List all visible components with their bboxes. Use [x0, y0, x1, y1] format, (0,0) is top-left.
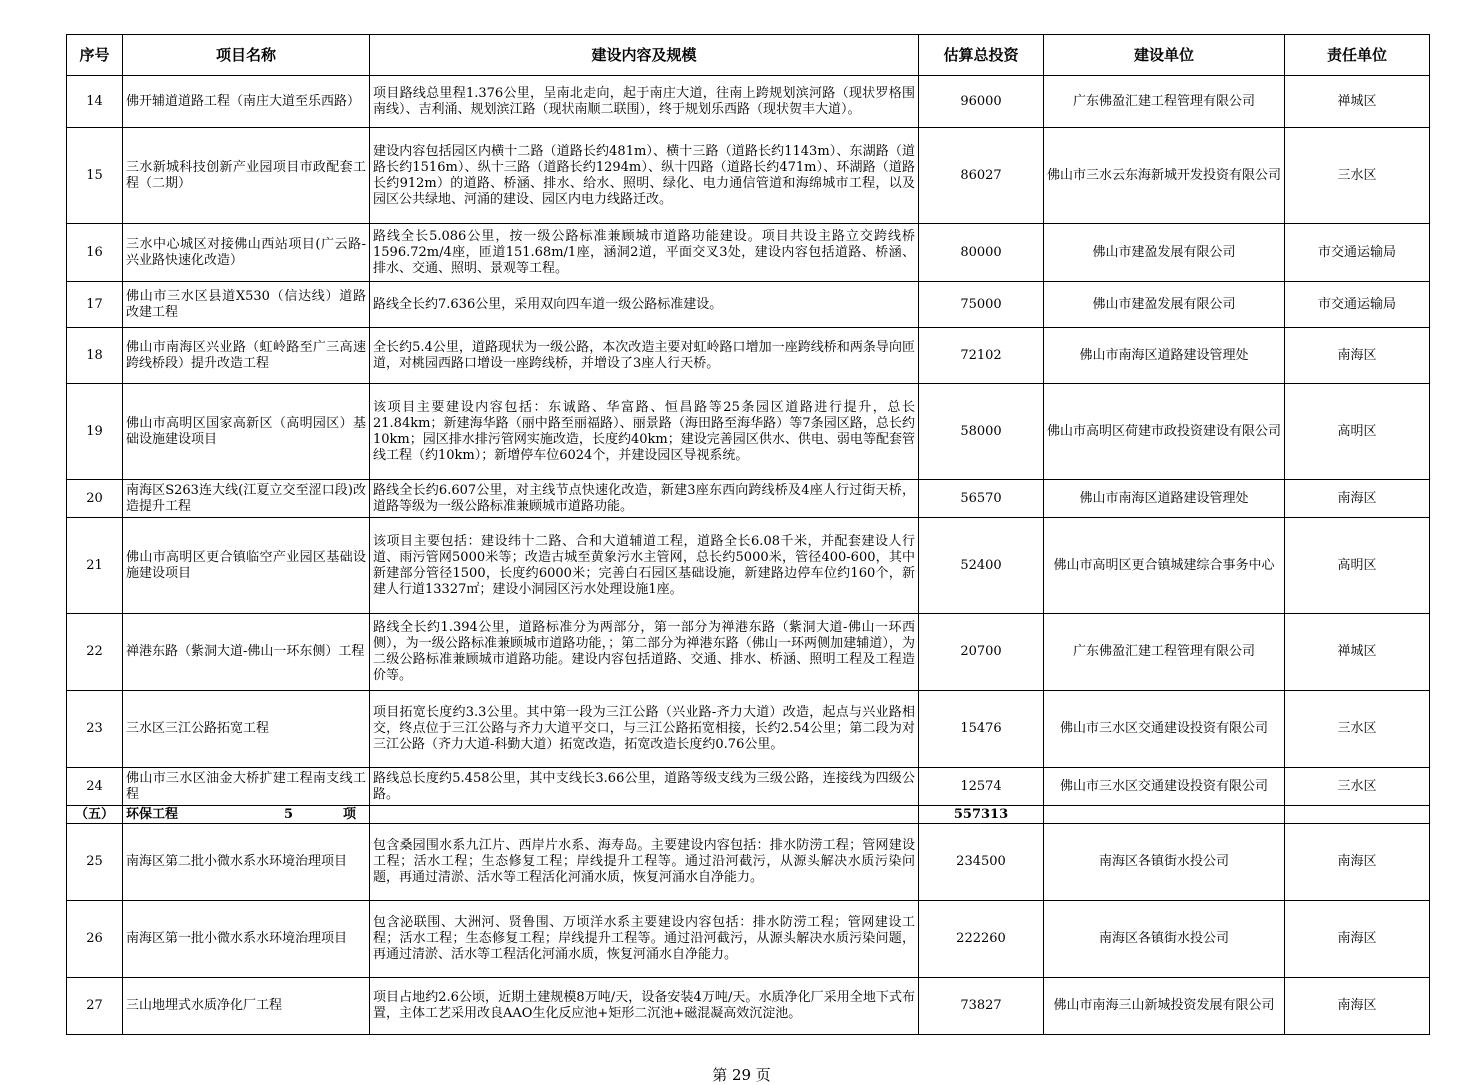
- section-content-empty: [370, 806, 919, 824]
- table-row: [67, 384, 1430, 480]
- project-builder: 佛山市三水云东海新城开发投资有限公司: [1044, 128, 1285, 224]
- project-builder: 佛山市南海区道路建设管理处: [1044, 328, 1285, 384]
- project-name: 佛山市高明区更合镇临空产业园区基础设施建设项目: [123, 518, 370, 614]
- row-number: 18: [67, 328, 123, 384]
- table-row: [67, 691, 1430, 768]
- row-number: 17: [67, 282, 123, 328]
- project-builder: 佛山市建盈发展有限公司: [1044, 282, 1285, 328]
- project-responsible: 禅城区: [1285, 614, 1430, 691]
- project-content: 路线全长约6.607公里，对主线节点快速化改造，新建3座东西向跨线桥及4座人行过街天桥，道路等级为一级公路标准兼顾城市道路功能。: [370, 480, 919, 518]
- project-investment: 80000: [919, 224, 1044, 282]
- section-total: 557313: [919, 806, 1044, 824]
- project-content: 路线全长5.086公里，按一级公路标准兼顾城市道路功能建设。项目共设主路立交跨线桥1596.72m/4座，匝道151.68m/1座，涵洞2道，平面交叉3处，建设内容包括道路、桥涵、排水、交通、照明、景观等工程。: [370, 224, 919, 282]
- project-responsible: 市交通运输局: [1285, 224, 1430, 282]
- project-responsible: 南海区: [1285, 824, 1430, 901]
- project-investment: 96000: [919, 76, 1044, 128]
- project-name: 三水新城科技创新产业园项目市政配套工程（二期）: [123, 128, 370, 224]
- project-investment: 12574: [919, 768, 1044, 806]
- project-responsible: 南海区: [1285, 978, 1430, 1035]
- project-table: [66, 34, 1430, 1035]
- project-content: 建设内容包括园区内横十二路（道路长约481m）、横十三路（道路长约1143m）、东湖路（道路长约1516m）、纵十三路（道路长约1294m）、纵十四路（道路长约471m）、环湖路（道路长约912m）的道路、桥涵、排水、给水、照明、绿化、电力通信管道和海绵城市工程，以及园区公共绿地、河涌的建设、园区内电力线路迁改。: [370, 128, 919, 224]
- project-content: 该项目主要包括：建设纬十二路、合和大道辅道工程，道路全长6.08千米，并配套建设人行道、雨污管网5000米等；改造古城至黄象污水主管网，总长约5000米，管径400-600，其中新建部分管径1500，长度约6000米；完善白石园区基础设施，新建路边停车位约160个，新建人行道13327㎡；建设小洞园区污水处理设施1座。: [370, 518, 919, 614]
- project-builder: 佛山市高明区更合镇城建综合事务中心: [1044, 518, 1285, 614]
- project-responsible: 三水区: [1285, 691, 1430, 768]
- project-responsible: 三水区: [1285, 768, 1430, 806]
- table-row: [67, 282, 1430, 328]
- row-number: 21: [67, 518, 123, 614]
- project-responsible: 南海区: [1285, 328, 1430, 384]
- project-responsible: 三水区: [1285, 128, 1430, 224]
- table-row: [67, 328, 1430, 384]
- project-name: 佛山市南海区兴业路（虹岭路至广三高速跨线桥段）提升改造工程: [123, 328, 370, 384]
- header-name: 项目名称: [123, 35, 370, 76]
- header-responsible: 责任单位: [1285, 35, 1430, 76]
- row-number: 15: [67, 128, 123, 224]
- row-number: 20: [67, 480, 123, 518]
- project-investment: 15476: [919, 691, 1044, 768]
- project-name: 佛山市高明区国家高新区（高明园区）基础设施建设项目: [123, 384, 370, 480]
- project-builder: 佛山市三水区交通建设投资有限公司: [1044, 691, 1285, 768]
- header-row: [67, 35, 1430, 76]
- project-builder: 南海区各镇街水投公司: [1044, 824, 1285, 901]
- row-number: 25: [67, 824, 123, 901]
- project-name: 三水区三江公路拓宽工程: [123, 691, 370, 768]
- row-number: 16: [67, 224, 123, 282]
- header-content: 建设内容及规模: [370, 35, 919, 76]
- project-builder: 南海区各镇街水投公司: [1044, 901, 1285, 978]
- project-responsible: 南海区: [1285, 480, 1430, 518]
- project-investment: 234500: [919, 824, 1044, 901]
- section-category: （五）: [67, 806, 123, 824]
- table-row: [67, 128, 1430, 224]
- row-number: 23: [67, 691, 123, 768]
- project-content: 项目拓宽长度约3.3公里。其中第一段为三江公路（兴业路-齐力大道）改造，起点与兴业路相交，终点位于三江公路与齐力大道平交口，与三江公路拓宽相接，长约2.54公里；第二段为对三江公路（齐力大道-科勤大道）拓宽改造，拓宽改造长度约0.76公里。: [370, 691, 919, 768]
- project-content: 包含桑园围水系九江片、西岸片水系、海寿岛。主要建设内容包括：排水防涝工程；管网建设工程；活水工程；生态修复工程；岸线提升工程等。通过沿河截污，从源头解决水质污染问题，再通过清淤、活水等工程活化河涌水质，恢复河涌水自净能力。: [370, 824, 919, 901]
- project-name: 南海区第一批小微水系水环境治理项目: [123, 901, 370, 978]
- project-investment: 58000: [919, 384, 1044, 480]
- project-investment: 52400: [919, 518, 1044, 614]
- project-content: 项目路线总里程1.376公里，呈南北走向，起于南庄大道，往南上跨规划滨河路（现状罗格围南线）、吉利涌、规划滨江路（现状南顺二联围），终于规划乐西路（现状贺丰大道）。: [370, 76, 919, 128]
- table-row: [67, 76, 1430, 128]
- project-content: 路线全长约7.636公里，采用双向四车道一级公路标准建设。: [370, 282, 919, 328]
- section-count: 5: [284, 806, 294, 822]
- section-responsible-empty: [1285, 806, 1430, 824]
- project-name: 禅港东路（紫洞大道-佛山一环东侧）工程: [123, 614, 370, 691]
- section-unit: 项: [342, 806, 356, 822]
- project-builder: 佛山市高明区荷建市政投资建设有限公司: [1044, 384, 1285, 480]
- table-row: [67, 901, 1430, 978]
- header-investment: 估算总投资: [919, 35, 1044, 76]
- section-subtotal-cell: [123, 806, 370, 824]
- project-content: 路线总长度约5.458公里，其中支线长3.66公里，道路等级支线为三级公路，连接线为四级公路。: [370, 768, 919, 806]
- project-content: 全长约5.4公里，道路现状为一级公路，本次改造主要对虹岭路口增加一座跨线桥和两条导向匝道，对桃园西路口增设一座跨线桥，并增设了3座人行天桥。: [370, 328, 919, 384]
- project-content: 该项目主要建设内容包括：东诚路、华富路、恒昌路等25条园区道路进行提升，总长21.84km；新建海华路（丽中路至丽福路）、丽景路（海田路至海华路）等7条园区路，总长约10km；园区排水排污管网实施改造，长度约40km；建设完善园区供水、供电、弱电等配套管线工程（约10km）；新增停车位6024个，并建设园区导视系统。: [370, 384, 919, 480]
- table-row: [67, 480, 1430, 518]
- project-investment: 20700: [919, 614, 1044, 691]
- table-row: [67, 978, 1430, 1035]
- road-projects: [67, 76, 1430, 806]
- header-no: 序号: [67, 35, 123, 76]
- project-content: 项目占地约2.6公顷，近期土建规模8万吨/天，设备安装4万吨/天。水质净化厂采用全地下式布置，主体工艺采用改良AAO生化反应池+矩形二沉池+磁混凝高效沉淀池。: [370, 978, 919, 1035]
- project-name: 佛山市三水区县道X530（信达线）道路改建工程: [123, 282, 370, 328]
- page-number: 第 29 页: [712, 1066, 771, 1084]
- row-number: 22: [67, 614, 123, 691]
- project-responsible: 禅城区: [1285, 76, 1430, 128]
- table-row: [67, 224, 1430, 282]
- project-investment: 56570: [919, 480, 1044, 518]
- project-responsible: 高明区: [1285, 384, 1430, 480]
- row-number: 27: [67, 978, 123, 1035]
- table-row: [67, 518, 1430, 614]
- project-builder: 广东佛盈汇建工程管理有限公司: [1044, 614, 1285, 691]
- section-name: 环保工程: [126, 806, 179, 822]
- project-name: 佛山市三水区油金大桥扩建工程南支线工程: [123, 768, 370, 806]
- project-content: 包含泌联围、大洲河、贤鲁围、万顷洋水系主要建设内容包括：排水防涝工程；管网建设工程；活水工程；生态修复工程；岸线提升工程等。通过沿河截污，从源头解决水质污染问题，再通过清淤、活水等工程活化河涌水质，恢复河涌水自净能力。: [370, 901, 919, 978]
- table-row: [67, 614, 1430, 691]
- header-builder: 建设单位: [1044, 35, 1285, 76]
- section-environment: [67, 806, 1430, 824]
- project-investment: 72102: [919, 328, 1044, 384]
- project-builder: 广东佛盈汇建工程管理有限公司: [1044, 76, 1285, 128]
- project-name: 三山地埋式水质净化厂工程: [123, 978, 370, 1035]
- project-responsible: 南海区: [1285, 901, 1430, 978]
- project-name: 佛开辅道道路工程（南庄大道至乐西路）: [123, 76, 370, 128]
- project-content: 路线全长约1.394公里，道路标准分为两部分，第一部分为禅港东路（紫洞大道-佛山一环西侧），为一级公路标准兼顾城市道路功能，；第二部分为禅港东路（佛山一环两侧加建辅道），为二级公路标准兼顾城市道路功能。建设内容包括道路、交通、排水、桥涵、照明工程及工程造价等。: [370, 614, 919, 691]
- table-row: [67, 768, 1430, 806]
- project-name: 南海区S263连大线(江夏立交至涩口段)改造提升工程: [123, 480, 370, 518]
- project-investment: 86027: [919, 128, 1044, 224]
- section-row: [67, 806, 1430, 824]
- project-name: 南海区第二批小微水系水环境治理项目: [123, 824, 370, 901]
- project-investment: 75000: [919, 282, 1044, 328]
- project-builder: 佛山市南海三山新城投资发展有限公司: [1044, 978, 1285, 1035]
- row-number: 24: [67, 768, 123, 806]
- project-builder: 佛山市三水区交通建设投资有限公司: [1044, 768, 1285, 806]
- row-number: 14: [67, 76, 123, 128]
- project-investment: 222260: [919, 901, 1044, 978]
- section-builder-empty: [1044, 806, 1285, 824]
- environment-projects: [67, 824, 1430, 1035]
- project-investment: 73827: [919, 978, 1044, 1035]
- table-row: [67, 824, 1430, 901]
- project-responsible: 高明区: [1285, 518, 1430, 614]
- project-builder: 佛山市建盈发展有限公司: [1044, 224, 1285, 282]
- row-number: 26: [67, 901, 123, 978]
- project-responsible: 市交通运输局: [1285, 282, 1430, 328]
- project-builder: 佛山市南海区道路建设管理处: [1044, 480, 1285, 518]
- row-number: 19: [67, 384, 123, 480]
- project-name: 三水中心城区对接佛山西站项目(广云路-兴业路快速化改造）: [123, 224, 370, 282]
